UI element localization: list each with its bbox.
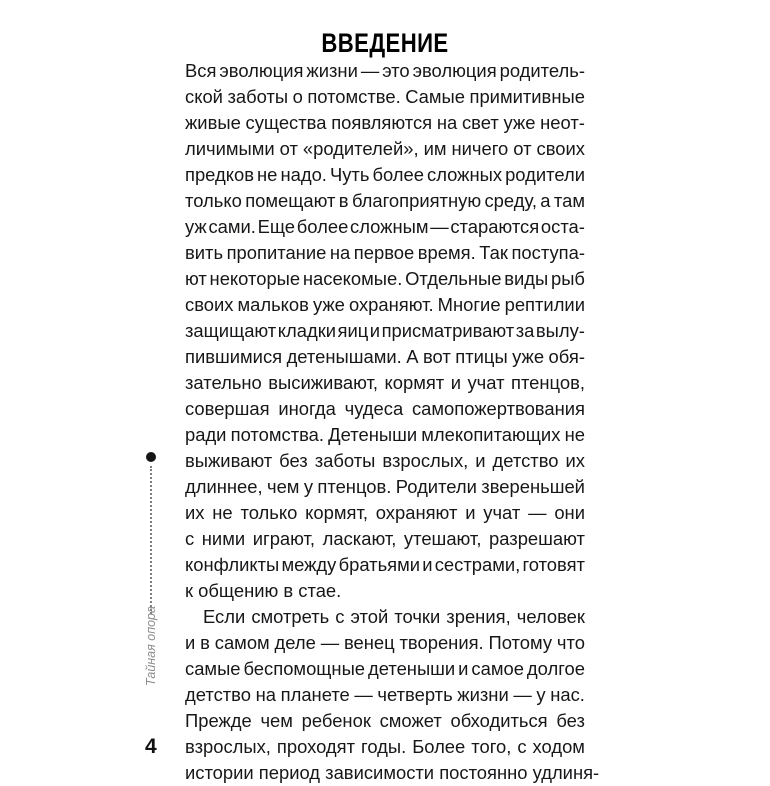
text-word: совершая	[185, 398, 270, 419]
text-word: —	[513, 684, 532, 705]
text-word: учат	[467, 372, 505, 393]
text-word: яиц	[337, 320, 369, 341]
text-word: своих	[185, 294, 234, 315]
text-word: защищают	[185, 320, 277, 341]
text-line	[185, 136, 585, 162]
text-line	[185, 188, 585, 214]
text-word: в	[200, 632, 210, 653]
text-word: что	[556, 632, 585, 653]
text-word: готовят	[522, 554, 585, 575]
text-word: живые	[185, 112, 241, 133]
text-word: самое	[471, 658, 524, 679]
text-word: пропитание	[226, 242, 327, 263]
text-line	[185, 214, 585, 240]
text-word: —	[430, 216, 449, 237]
text-word: проходят	[276, 736, 356, 757]
text-word: смотреть	[251, 606, 330, 627]
text-word: кормят,	[305, 502, 368, 523]
text-line	[185, 448, 585, 474]
text-word: неот-	[540, 112, 585, 133]
text-word: о	[292, 86, 303, 107]
text-line	[185, 84, 585, 110]
text-word: ребенок	[301, 710, 371, 731]
text-word: родитель-	[499, 60, 585, 81]
text-word: нас.	[550, 684, 585, 705]
text-word: Если	[203, 606, 246, 627]
text-word: уже	[503, 112, 536, 133]
text-word: Отдельные	[405, 268, 502, 289]
text-word: у	[303, 476, 314, 497]
text-word: —	[354, 684, 373, 705]
text-word: ничего	[451, 138, 509, 159]
text-word: на	[255, 684, 276, 705]
text-word: самом	[214, 632, 270, 653]
text-word: более	[296, 216, 349, 237]
text-word: детенышами.	[286, 346, 402, 367]
text-line	[185, 292, 585, 318]
text-word: Прежде	[185, 710, 252, 731]
text-line	[185, 240, 585, 266]
text-word: и	[475, 450, 486, 471]
text-word: сами.	[208, 216, 256, 237]
text-word: рыб	[550, 268, 585, 289]
text-word: обходиться	[450, 710, 548, 731]
text-word: зрения,	[446, 606, 511, 627]
text-word: чем	[260, 710, 293, 731]
text-word: взрослых,	[382, 450, 469, 471]
text-word: эволюция	[219, 60, 304, 81]
text-word: Вся	[185, 60, 217, 81]
text-word: сможет	[379, 710, 442, 731]
text-word: —	[360, 60, 380, 81]
text-word: чем	[267, 476, 300, 497]
text-word: и	[450, 372, 461, 393]
text-word: там	[553, 190, 585, 211]
text-word: существа	[245, 112, 327, 133]
text-word: родители	[505, 164, 585, 185]
text-word: с	[185, 528, 195, 549]
text-line	[185, 58, 585, 84]
text-word: Самые	[405, 86, 465, 107]
text-line	[185, 422, 585, 448]
text-word: ради	[185, 424, 227, 445]
text-word: утешают,	[403, 528, 482, 549]
text-word: детство	[492, 450, 559, 471]
text-word: к общению в стае.	[185, 580, 342, 601]
text-word: беспомощные	[243, 658, 366, 679]
text-word: предков	[185, 164, 254, 185]
text-word: без	[279, 450, 308, 471]
text-line	[185, 578, 585, 604]
text-word: венец	[343, 632, 395, 653]
text-word: и	[369, 320, 381, 341]
text-line	[185, 604, 585, 630]
text-word: Так	[479, 242, 508, 263]
text-word: в	[338, 190, 349, 211]
text-word: у	[536, 684, 546, 705]
text-word: им	[423, 138, 447, 159]
text-word: уже	[312, 294, 345, 315]
text-word: зательно	[185, 372, 262, 393]
margin-running-head-marker	[143, 452, 159, 730]
text-word: высиживают,	[268, 372, 378, 393]
text-word: за	[515, 320, 535, 341]
text-word: некоторые	[209, 268, 301, 289]
text-word: ними	[201, 528, 246, 549]
text-word: деле	[274, 632, 316, 653]
text-line	[185, 318, 585, 344]
text-word: присматривают	[381, 320, 515, 341]
text-word: планете	[280, 684, 350, 705]
text-line	[185, 708, 585, 734]
text-word: вить	[185, 242, 224, 263]
text-word: годы.	[361, 736, 407, 757]
text-word: появляются	[331, 112, 433, 133]
text-line	[185, 110, 585, 136]
text-word: жизни	[306, 60, 358, 81]
text-word: —	[320, 632, 340, 653]
running-head-book-title: Тайная опора	[144, 606, 158, 686]
text-word: детство	[185, 684, 251, 705]
text-word: играют,	[252, 528, 316, 549]
bullet-dot-icon	[146, 452, 156, 462]
text-word: и	[458, 658, 469, 679]
text-word: эволюция	[412, 60, 497, 81]
text-word: звереньшей	[481, 476, 585, 497]
text-word: кладки	[277, 320, 337, 341]
text-line	[185, 552, 585, 578]
text-word: мальков	[237, 294, 309, 315]
text-word: примитивные	[469, 86, 585, 107]
text-word: оста-	[540, 216, 585, 237]
text-word: и	[422, 554, 433, 575]
text-word: на	[436, 112, 458, 133]
text-word: четверть	[377, 684, 453, 705]
text-word: иногда	[278, 398, 336, 419]
text-word: не	[257, 164, 278, 185]
text-word: Многие	[437, 294, 501, 315]
text-word: Потому	[488, 632, 553, 653]
text-word: заботы	[227, 86, 289, 107]
text-word: этой	[350, 606, 389, 627]
text-word: Родители	[395, 476, 477, 497]
text-line	[185, 500, 585, 526]
text-word: пившимися	[185, 346, 283, 367]
text-word: а	[540, 190, 551, 211]
text-word: млекопитающих	[421, 424, 561, 445]
text-line	[185, 370, 585, 396]
text-word: кормят	[384, 372, 445, 393]
text-word: долгое	[526, 658, 585, 679]
text-word: длиннее,	[185, 476, 263, 497]
text-line	[185, 760, 600, 786]
text-line	[185, 734, 585, 760]
text-word: с	[335, 606, 345, 627]
text-word: птицы	[455, 346, 508, 367]
text-word: с	[517, 736, 527, 757]
text-word: свет	[461, 112, 499, 133]
text-word: точки	[394, 606, 441, 627]
text-word: благоприятную	[351, 190, 482, 211]
text-word: сестрами,	[434, 554, 521, 575]
text-word: насекомые.	[302, 268, 403, 289]
text-word: охраняют.	[348, 294, 434, 315]
text-word: выживают	[185, 450, 273, 471]
text-line	[185, 630, 585, 656]
text-word: более	[372, 164, 424, 185]
text-word: уж	[185, 216, 207, 237]
text-word: от	[279, 138, 298, 159]
text-word: от	[513, 138, 532, 159]
text-word: своих	[536, 138, 585, 159]
text-line	[185, 266, 585, 292]
text-word: только	[185, 190, 242, 211]
body-text-column	[185, 58, 600, 786]
text-word: сложным	[350, 216, 429, 237]
text-word: Еще	[257, 216, 296, 237]
text-word: разрешают	[489, 528, 585, 549]
page-title: ВВЕДЕНИЕ	[321, 28, 449, 59]
text-word: между	[281, 554, 337, 575]
text-line	[185, 162, 585, 188]
text-word: первое	[353, 242, 415, 263]
text-word: потомства.	[230, 424, 325, 445]
text-word: без	[556, 710, 585, 731]
text-word: «родителей»,	[302, 138, 419, 159]
text-word: того,	[471, 736, 512, 757]
text-word: птенцов,	[510, 372, 585, 393]
text-word: взрослых,	[185, 736, 271, 757]
text-word: самые	[185, 658, 241, 679]
text-word: их	[565, 450, 585, 471]
text-word: Более	[412, 736, 466, 757]
text-word: и	[465, 502, 476, 523]
text-line	[185, 682, 585, 708]
text-word: Чуть	[329, 164, 370, 185]
text-word: личимыми	[185, 138, 275, 159]
text-word: чудеса	[344, 398, 404, 419]
text-word: на	[329, 242, 351, 263]
text-word: ласкают,	[322, 528, 397, 549]
text-line	[185, 474, 585, 500]
text-word: время.	[417, 242, 476, 263]
text-line	[185, 656, 585, 682]
text-word: самопожертвования	[411, 398, 585, 419]
text-word: ют	[185, 268, 207, 289]
text-word: —	[528, 502, 547, 523]
text-word: их	[185, 502, 205, 523]
text-word: вылу-	[535, 320, 585, 341]
text-word: они	[554, 502, 585, 523]
text-word: заботы	[314, 450, 376, 471]
text-word: сложных	[427, 164, 503, 185]
text-word: это	[382, 60, 410, 81]
text-word: птенцов.	[317, 476, 392, 497]
text-word: А	[406, 346, 419, 367]
text-word: надо.	[280, 164, 327, 185]
text-line	[185, 526, 585, 552]
text-word: конфликты	[185, 554, 280, 575]
text-word: виды	[504, 268, 549, 289]
text-word: помещают	[245, 190, 336, 211]
text-word: охраняют	[375, 502, 458, 523]
text-word: жизни	[457, 684, 509, 705]
text-word: детеныши	[368, 658, 456, 679]
text-word: среду,	[484, 190, 537, 211]
text-word: братьями	[338, 554, 421, 575]
text-word: обя-	[548, 346, 585, 367]
text-word: Детеныши	[328, 424, 418, 445]
text-word: рептилии	[504, 294, 585, 315]
text-word: стараются	[450, 216, 540, 237]
text-word: вот	[422, 346, 451, 367]
text-word: человек	[516, 606, 585, 627]
text-word: учат	[483, 502, 521, 523]
text-word: творения.	[399, 632, 484, 653]
text-word: потомстве.	[307, 86, 401, 107]
text-word: ской	[185, 86, 223, 107]
text-word: не	[212, 502, 233, 523]
text-word: истории период зависимости постоянно удлиня-	[185, 762, 600, 783]
text-word: не	[564, 424, 585, 445]
text-word: только	[240, 502, 298, 523]
text-word: уже	[512, 346, 545, 367]
text-word: и	[185, 632, 196, 653]
page-number: 4	[145, 735, 158, 758]
text-line	[185, 344, 585, 370]
text-line	[185, 396, 585, 422]
text-word: поступа-	[511, 242, 585, 263]
text-word: ходом	[532, 736, 585, 757]
